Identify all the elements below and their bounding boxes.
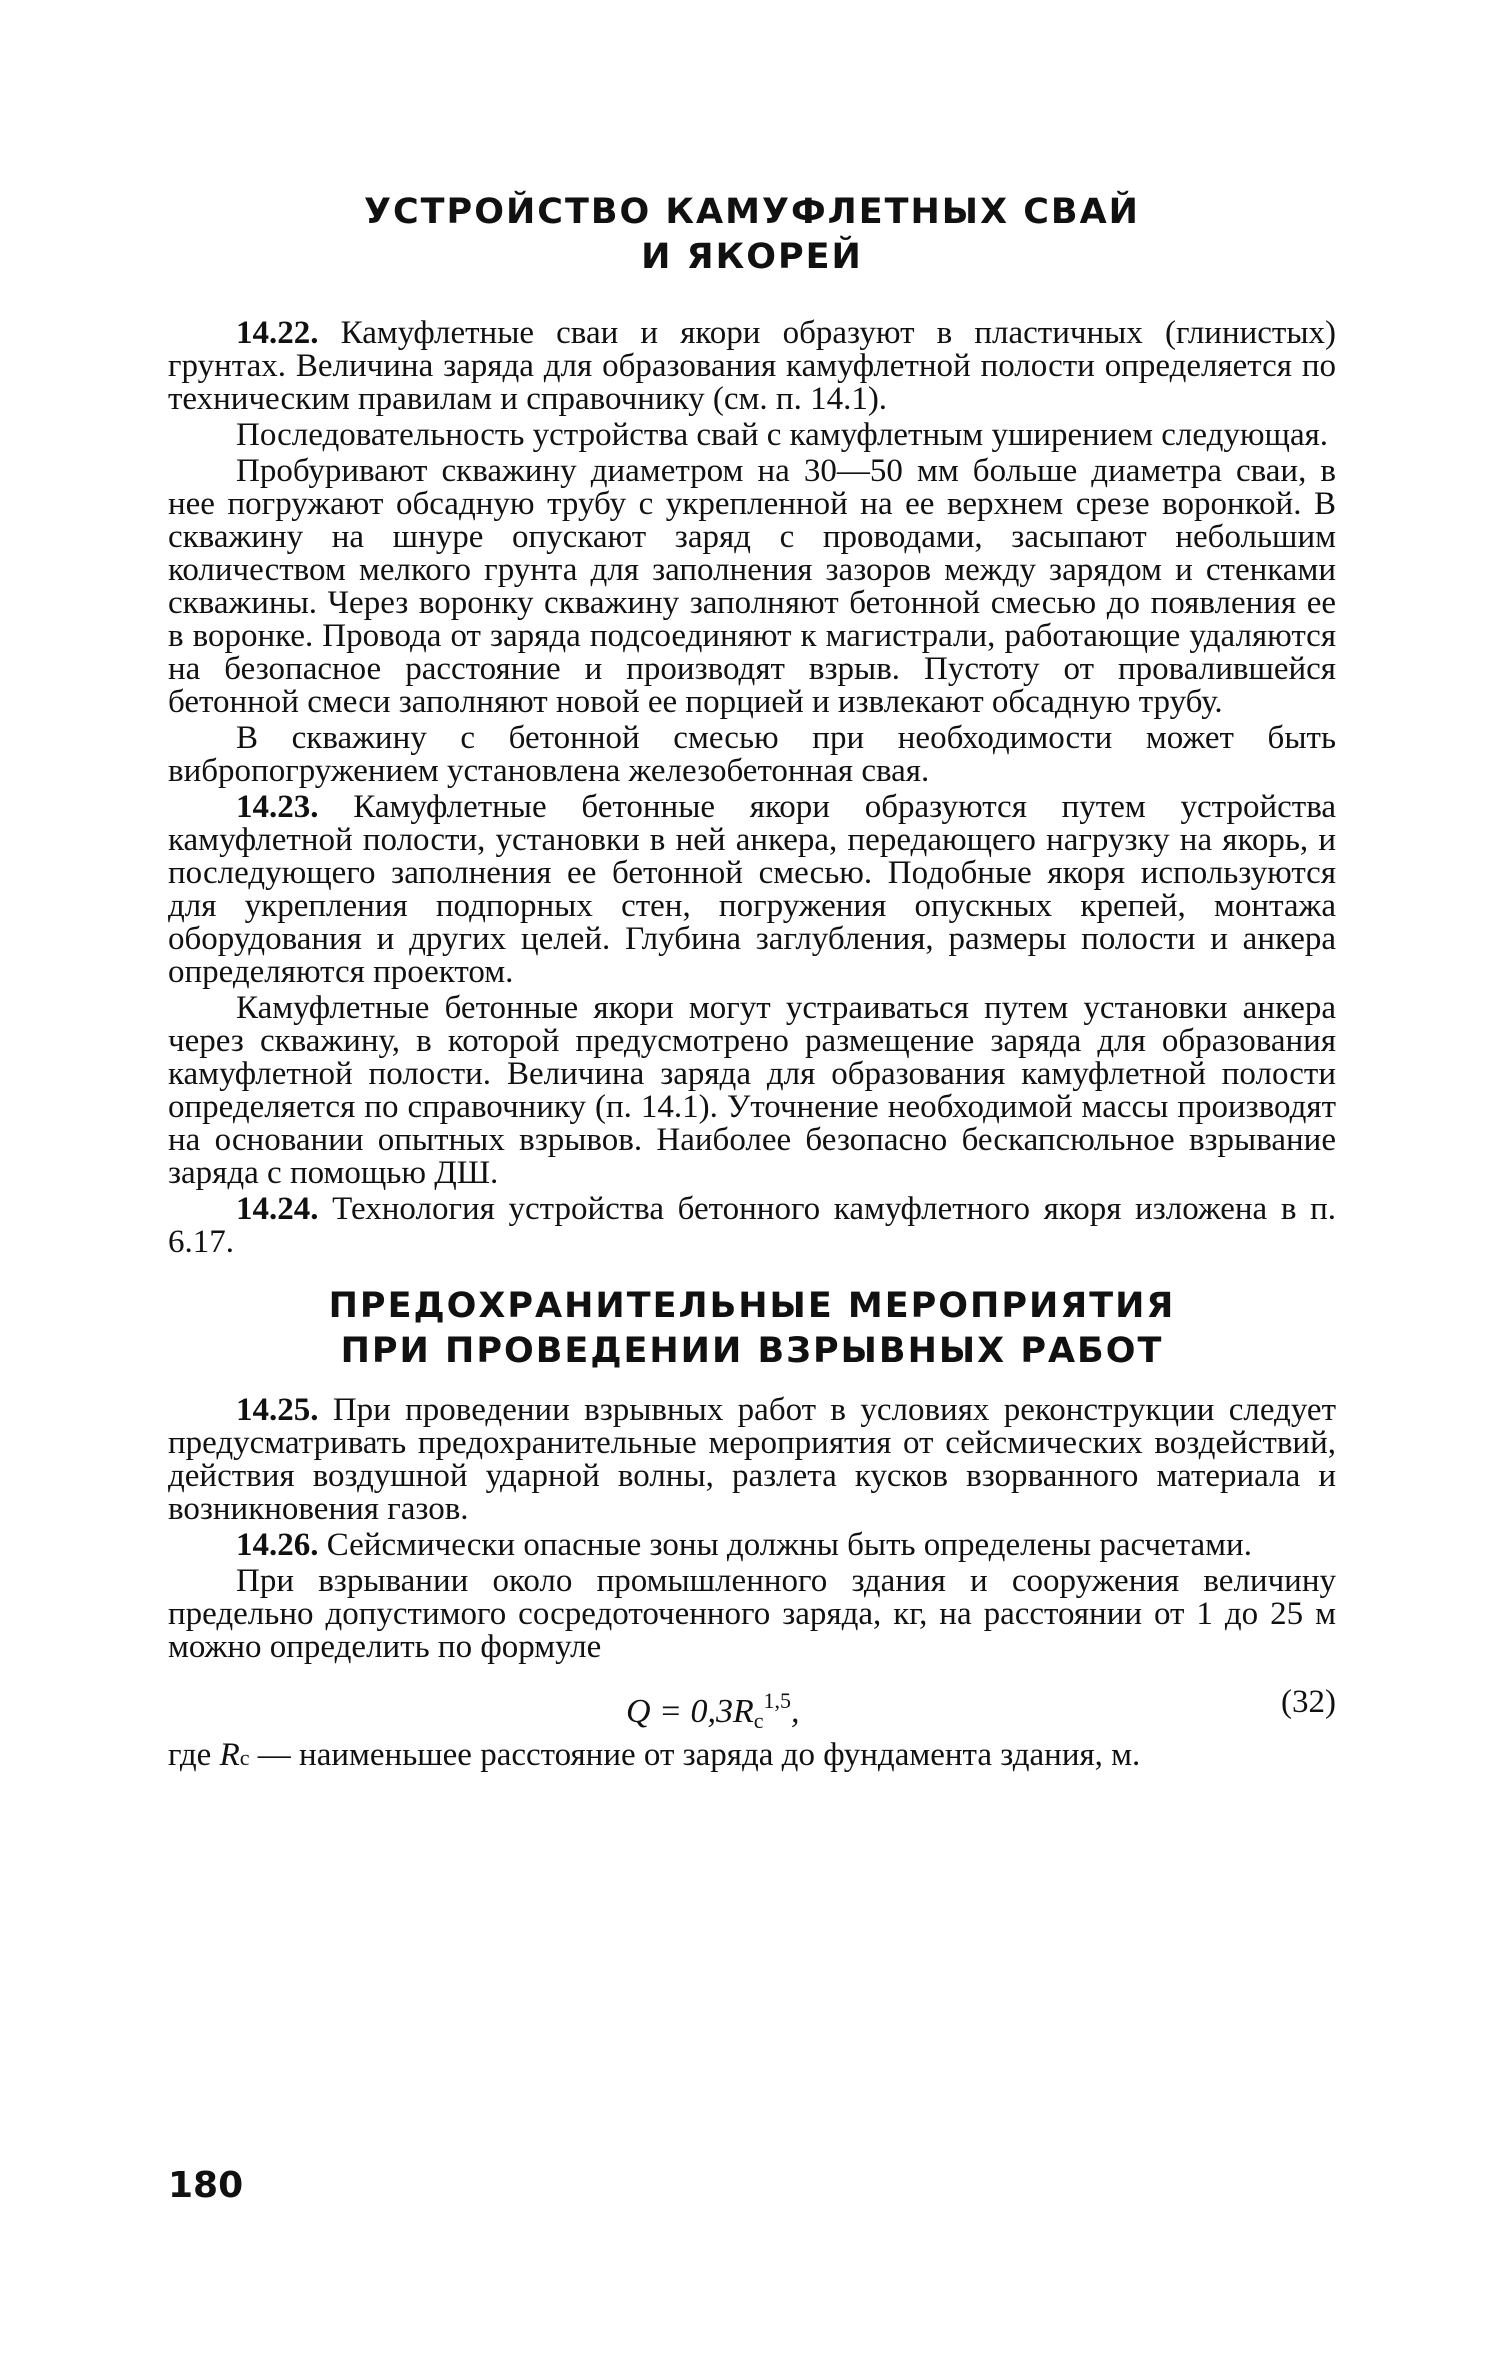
paragraph — [168, 1529, 1336, 1562]
section-heading-line: ПРИ ПРОВЕДЕНИИ ВЗРЫВНЫХ РАБОТ — [340, 1331, 1164, 1371]
legend-symbol: R — [219, 1737, 240, 1773]
paragraph-text: Камуфлетные сваи и якори образуют в пластичных (глинистых) грунтах. Величина заряда для образования камуфлетной полости определяется по техническим правилам и справочнику (см. п. 14.1). — [168, 315, 1336, 417]
clause-number: 14.26. — [236, 1527, 319, 1563]
paragraph-text: При проведении взрывных работ в условиях реконструкции следует предусматривать предохранительные мероприятия от сейсмических воздействий, действия воздушной ударной волны, разлета кусков взорванного материала и возникновения газов. — [168, 1392, 1336, 1527]
paragraph-text: В скважину с бетонной смесью при необходимости может быть вибропогружением установлена железобетонная свая. — [168, 720, 1336, 789]
paragraph — [168, 1193, 1336, 1259]
section-heading-line: ПРЕДОХРАНИТЕЛЬНЫЕ МЕРОПРИЯТИЯ — [328, 1286, 1176, 1326]
section-body-anchors — [168, 317, 1336, 1259]
paragraph-text: Камуфлетные бетонные якори образуются путем устройства камуфлетной полости, установки в ней анкера, передающего нагрузку на якорь, и последующего заполнения ее бетонной смесью. Подобные якоря используются для укрепления подпорных стен, погружения опускных крепей, монтажа оборудования и других целей. Глубина заглубления, размеры полости и анкера определяются проектом. — [168, 789, 1336, 990]
paragraph-text: Последовательность устройства свай с камуфлетным уширением следующая. — [236, 417, 1329, 453]
section-heading-line: УСТРОЙСТВО КАМУФЛЕТНЫХ СВАЙ — [364, 192, 1140, 232]
text-column — [168, 0, 1336, 1777]
section-heading-anchors — [168, 190, 1336, 280]
paragraph — [168, 419, 1336, 452]
paragraph — [168, 1394, 1336, 1526]
paragraph-text: Сейсмически опасные зоны должны быть определены расчетами. — [318, 1527, 1252, 1563]
paragraph — [168, 317, 1336, 416]
paragraph — [168, 722, 1336, 788]
paragraph — [168, 791, 1336, 989]
clause-number: 14.25. — [236, 1392, 319, 1428]
formula-row — [168, 1676, 1336, 1734]
legend-text: — наименьшее расстояние от заряда до фундамента здания, м. — [249, 1737, 1141, 1773]
legend-prefix: где — [168, 1737, 220, 1773]
section-body-safety — [168, 1394, 1336, 1774]
paragraph — [168, 455, 1336, 719]
section-heading-line: И ЯКОРЕЙ — [641, 237, 863, 277]
paragraph-text: Камуфлетные бетонные якори могут устраиваться путем установки анкера через скважину, в которой предусмотрено размещение заряда для образования камуфлетной полости. Величина заряда для образования камуфлетной полости определяется по справочнику (п. 14.1). Уточнение необходимой массы производят на основании опытных взрывов. Наиболее безопасно бескапсюльное взрывание заряда с помощью ДШ. — [168, 990, 1336, 1191]
clause-number: 14.22. — [236, 315, 319, 351]
formula-number: (32) — [1281, 1684, 1336, 1720]
clause-number: 14.23. — [236, 789, 319, 825]
clause-number: 14.24. — [236, 1191, 319, 1227]
page-number: 180 — [168, 2165, 244, 2206]
formula — [626, 1684, 800, 1737]
paragraph — [168, 1565, 1336, 1664]
paragraph — [168, 992, 1336, 1190]
formula-main: Q = 0,3R — [626, 1693, 754, 1730]
formula-subscript: c — [753, 1708, 764, 1733]
paragraph-text: Пробуривают скважину диаметром на 30—50 мм больше диаметра сваи, в нее погружают обсадную трубу с укрепленной на ее верхнем срезе воронкой. В скважину на шнуре опускают заряд с проводами, засыпают небольшим количеством мелкого грунта для заполнения зазоров между зарядом и стенками скважины. Через воронку скважину заполняют бетонной смесью до появления ее в воронке. Провода от заряда подсоединяют к магистрали, работающие удаляются на безопасное расстояние и производят взрыв. Пустоту от провалившейся бетонной смеси заполняют новой ее порцией и извлекают обсадную трубу. — [168, 453, 1336, 720]
section-heading-safety — [168, 1284, 1336, 1374]
formula-trailing: , — [791, 1693, 800, 1730]
formula-superscript: 1,5 — [763, 1688, 792, 1713]
legend-subscript: c — [239, 1745, 250, 1770]
paragraph-text: Технология устройства бетонного камуфлетного якоря изложена в п. 6.17. — [168, 1191, 1336, 1260]
paragraph-text: При взрывании около промышленного здания и сооружения величину предельно допустимого сосредоточенного заряда, кг, на расстоянии от 1 до 25 м можно определить по формуле — [168, 1563, 1336, 1665]
formula-legend — [168, 1739, 1336, 1774]
